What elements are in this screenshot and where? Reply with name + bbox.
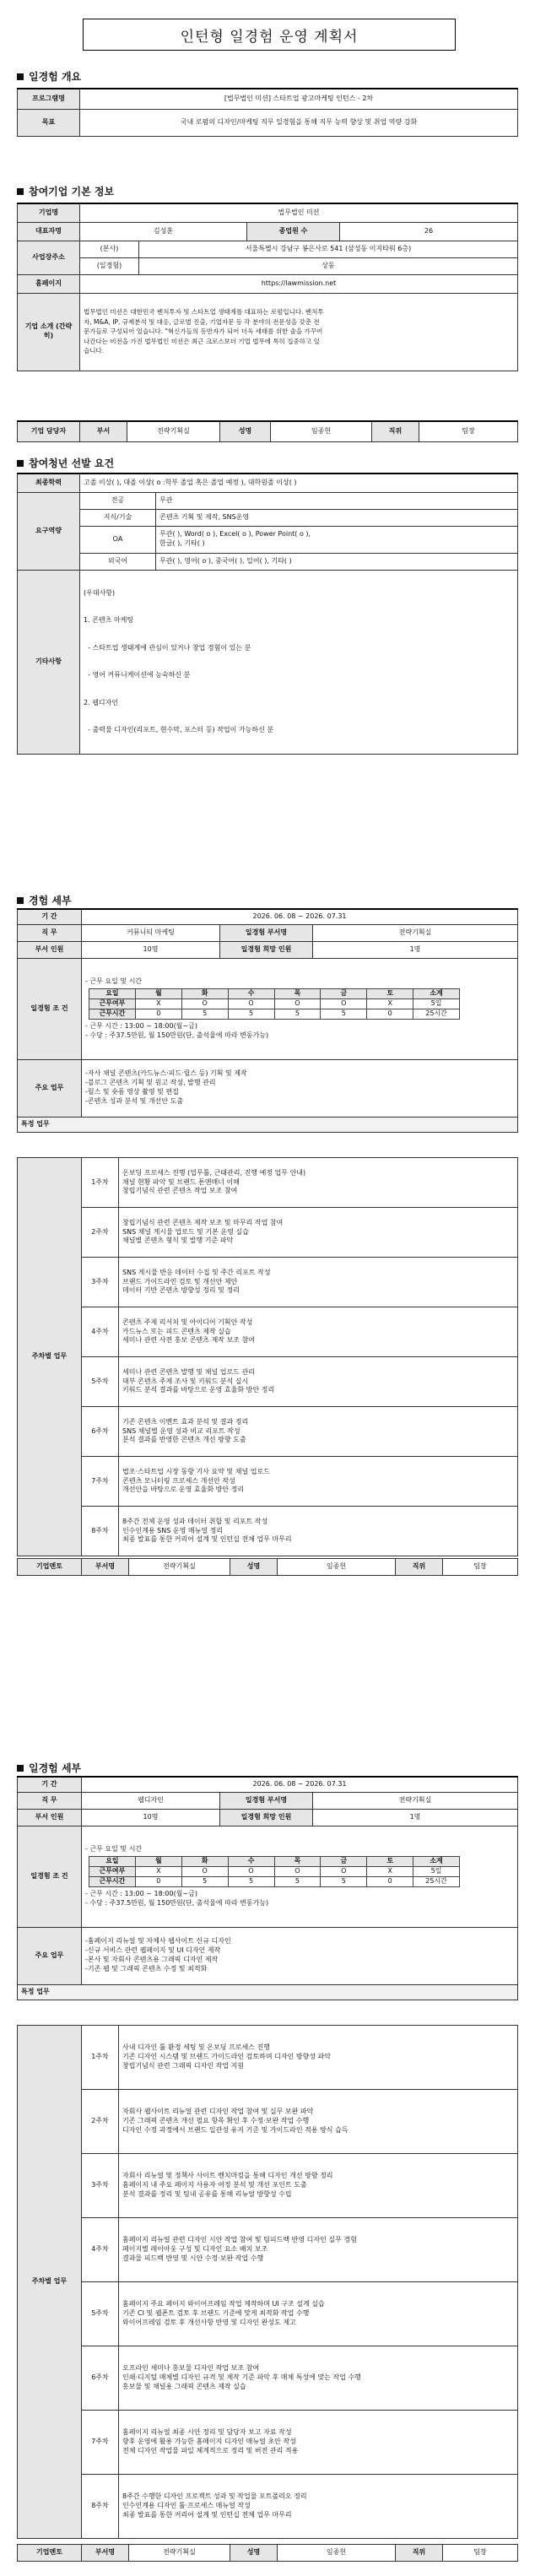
ceo-value: 김성훈 — [80, 222, 247, 241]
week-task-line: SNS 게시물 반응 데이터 수집 및 주간 리포트 작성 — [122, 1268, 271, 1276]
week-row — [18, 1158, 518, 1208]
week-task-line: 인수인계용 SNS 운영 매뉴얼 정리 — [122, 1526, 224, 1534]
goal-label: 목표 — [18, 109, 80, 136]
mentor-position-label: 직위 — [396, 1559, 443, 1576]
week-row — [18, 2218, 518, 2282]
week-task-line: 인쇄·디지털 매체별 디자인 규격 및 제작 기준 파악 후 매체 특성에 맞는 작업 수행 — [122, 2373, 361, 2382]
detail-table-1 — [17, 908, 518, 1133]
week-number: 7주차 — [82, 2411, 119, 2475]
week-row — [18, 1457, 518, 1507]
etc-label: 기타사항 — [18, 570, 80, 755]
week-task-line: 홈페이지 리뉴얼 관련 디자인 시안 작업 참여 및 팀피드백 반영 디자인 실무 경험 — [122, 2236, 357, 2244]
weekly-duty-label: 주차별 업무 — [18, 2026, 82, 2539]
period-label: 기 간 — [18, 1777, 82, 1792]
mentor-table-1 — [17, 1558, 518, 1576]
oa-value: 무관( ), Word( o ), Excel( o ), Power Point( o ), 한글( ), 기타( ) — [156, 526, 518, 553]
week-task-line: 8주간 전체 운영 성과 데이터 취합 및 리포트 작성 — [122, 1517, 268, 1525]
week-task-line: 개선안을 바탕으로 운영 효율화 방안 정리 — [122, 1486, 245, 1494]
etc-value: (우대사항) 1. 콘텐츠 마케팅 - 스타트업 생태계에 관심이 있거나 창업 경험이 있는 분 - 영어 커뮤니케이션에 능숙하신 분 2. 웹디자인 - 출력물 디자인(리포트, 현수막, 포스터 등) 작업이 가능하신 분 — [80, 570, 518, 755]
week-task-line: 채널별 콘텐츠 형식 및 발행 기준 파악 — [122, 1237, 234, 1245]
week-number: 3주차 — [82, 2154, 119, 2218]
ceo-label: 대표자명 — [18, 222, 80, 241]
staff-value: 26 — [340, 222, 518, 241]
week-task-line: 세미나 관련 사전 홍보 콘텐츠 제작 보조 참여 — [122, 1336, 255, 1345]
main-duty-label: 주요 업무 — [18, 1927, 82, 1984]
detail-table-2 — [17, 1776, 518, 2000]
mentor-label: 기업멘토 — [18, 1559, 82, 1576]
week-task-line: 전체 디자인 작업물 파일 체계적으로 정리 및 버전 관리 적용 — [122, 2446, 299, 2454]
intro-label: 기업 소개 (간략히) — [18, 293, 80, 371]
section-bullet-icon — [17, 897, 24, 904]
overview-table — [17, 88, 518, 137]
week-number: 3주차 — [82, 1258, 119, 1307]
week-number: 4주차 — [82, 2218, 119, 2282]
company-table — [17, 203, 518, 371]
mentor-dept-label: 부서명 — [82, 1559, 129, 1576]
week-task-line: 창립기념식 관련 콘텐츠 제작 보조 및 마무리 작업 참여 — [122, 1218, 284, 1226]
condition-cell — [82, 1826, 518, 1927]
manager-dept-label: 부서 — [80, 421, 127, 441]
condition-pay: - 수당 : 주37.5만원, 월 150만원(단, 출석율에 따라 변동가능) — [85, 1898, 269, 1907]
week-tasks — [119, 1407, 518, 1457]
week-number: 1주차 — [82, 2026, 119, 2090]
website-value[interactable]: https://lawmission.net — [80, 274, 518, 293]
week-number: 4주차 — [82, 1307, 119, 1357]
week-task-line: 와이어프레임 검토 후 개선사항 반영 및 디자인 완성도 제고 — [122, 2318, 296, 2326]
hope-count-value: 1명 — [313, 941, 518, 958]
week-task-line: 대부 콘텐츠 주제 조사 및 키워드 분석 실시 — [122, 1377, 249, 1385]
week-task-line: SNS 채널별 운영 성과 비교 리포트 작성 — [122, 1426, 240, 1435]
address-work-value: 상동 — [139, 257, 518, 274]
week-tasks — [119, 2090, 518, 2154]
language-label: 외국어 — [80, 553, 156, 570]
manager-position-value: 팀장 — [419, 421, 518, 441]
program-label: 프로그램명 — [18, 89, 80, 109]
required-skill-label: 요구역량 — [18, 492, 80, 570]
week-task-line: 분석 결과를 정리 및 팀내 공유를 통해 리뉴얼 방향성 수립 — [122, 2189, 292, 2198]
detail-duty-label: 특정 업무 — [18, 1984, 518, 2000]
week-task-line: 분석 결과를 반영한 콘텐츠 개선 방향 도출 — [122, 1436, 246, 1444]
week-tasks — [119, 2282, 518, 2346]
mentor-position-value: 팀장 — [443, 2545, 518, 2562]
period-value: 2026. 06. 08 ~ 2026. 07.31 — [82, 909, 518, 924]
week-tasks — [119, 2411, 518, 2475]
mentor-name-value: 임종헌 — [278, 2545, 396, 2562]
mentor-dept-value: 전략기획실 — [129, 2545, 230, 2562]
week-number: 5주차 — [82, 1357, 119, 1407]
mentor-dept-value: 전략기획실 — [129, 1559, 230, 1576]
week-number: 1주차 — [82, 1158, 119, 1208]
page-3 — [0, 1754, 535, 2576]
job-label: 직 무 — [18, 1792, 82, 1809]
company-name-label: 기업명 — [18, 203, 80, 222]
week-task-line: 채널 현황 파악 및 브랜드 톤앤매너 이해 — [122, 1177, 240, 1186]
condition-cell — [82, 958, 518, 1059]
week-task-line: 향후 운영에 활용 가능한 홈페이지 디자인 매뉴얼 초안 작성 — [122, 2438, 296, 2446]
page-2 — [0, 886, 535, 1646]
week-task-line: 8주간 수행한 디자인 프로젝트 성과 및 작업물 포트폴리오 정리 — [122, 2492, 307, 2501]
skill-value: 콘텐츠 기획 및 제작, SNS운영 — [156, 509, 518, 526]
condition-label: 일경험 조 건 — [18, 1826, 82, 1927]
condition-time: - 근무 시간 : 13:00 ~ 18:00(월~금) — [85, 1889, 197, 1897]
week-number: 6주차 — [82, 1407, 119, 1457]
week-task-line: 인수인계용 디자인 툴·프로세스 매뉴얼 작성 — [122, 2502, 251, 2510]
week-task-line: 데이터 기반 콘텐츠 방향성 정리 및 정리 — [122, 1286, 240, 1295]
goal-value: 국내 로펌의 디자인/마케팅 직무 일경험을 통해 직무 능력 향상 및 취업 역량 강화 — [80, 109, 518, 136]
job-value: 웹디자인 — [82, 1792, 220, 1809]
week-task-line: 법조·스타트업 시장 동향 기사 요약 및 채널 업로드 — [122, 1467, 270, 1475]
week-task-line: 기존 콘텐츠 이벤트 효과 분석 및 결과 정리 — [122, 1417, 249, 1426]
week-tasks — [119, 1307, 518, 1357]
schedule-table: 요일 월 화 수 목 금 토 소계 근무여부 X O O O O X 5일 근무시간 0 5 5 5 5 0 25시간 — [89, 988, 460, 1019]
week-task-line: 홍보물 및 채널용 그래픽 콘텐츠 제작 실습 — [122, 2382, 246, 2390]
week-task-line: 카드뉴스 또는 피드 콘텐츠 제작 실습 — [122, 1327, 231, 1335]
job-value: 커뮤니티 마케팅 — [82, 924, 220, 941]
section-title-detail-1: 경험 세부 — [17, 893, 72, 907]
condition-label: 일경험 조 건 — [18, 958, 82, 1059]
week-task-line: 키워드 분석 결과를 바탕으로 운영 효율화 방안 정리 — [122, 1386, 275, 1394]
education-value: 고졸 이상( ), 대졸 이상( o :학부 졸업 혹은 졸업 예정 ), 대학원졸 이상( ) — [80, 474, 518, 492]
company-manager-table — [17, 420, 518, 442]
week-task-line: 콘텐츠 모니터링 프로세스 개선안 작성 — [122, 1476, 235, 1485]
week-tasks — [119, 2218, 518, 2282]
week-task-line: 콘텐츠 주제 리서치 및 아이디어 기획안 작성 — [122, 1318, 253, 1326]
week-tasks — [119, 2475, 518, 2539]
mentor-name-value: 임종헌 — [278, 1559, 396, 1576]
main-title: 인턴형 일경험 운영 계획서 — [83, 19, 456, 51]
weekly-table-1 — [17, 1157, 518, 1556]
week-number: 6주차 — [82, 2346, 119, 2411]
dept-label: 일경험 부서명 — [220, 924, 313, 941]
mentor-position-value: 팀장 — [443, 1559, 518, 1576]
dept-value: 전략기획실 — [313, 1792, 518, 1809]
manager-label: 기업 담당자 — [18, 421, 80, 441]
week-task-line: 기존 CI 및 웹폰트 검토 후 브랜드 기준에 맞게 최적화 작업 수행 — [122, 2309, 310, 2318]
mentor-name-label: 성명 — [230, 1559, 278, 1576]
week-task-line: 창립기념식 관련 콘텐츠 작업 보조 참여 — [122, 1187, 238, 1195]
requirements-table — [17, 473, 518, 755]
week-row — [18, 1307, 518, 1357]
weekly-duty-label: 주차별 업무 — [18, 1158, 82, 1556]
section-title-overview: 일경험 개요 — [17, 69, 81, 84]
week-tasks — [119, 1357, 518, 1407]
staff-label: 종업원 수 — [247, 222, 340, 241]
week-row — [18, 2475, 518, 2539]
week-row — [18, 1208, 518, 1258]
company-name-value: 법무법인 미션 — [80, 203, 518, 222]
detail-duty-label: 특정 업무 — [18, 1117, 518, 1132]
week-tasks — [119, 1208, 518, 1258]
section-bullet-icon — [17, 1765, 24, 1772]
week-tasks — [119, 2026, 518, 2090]
address-label: 사업장주소 — [18, 241, 80, 274]
section-bullet-icon — [17, 188, 24, 195]
education-label: 최종학력 — [18, 474, 80, 492]
mentor-label: 기업멘토 — [18, 2545, 82, 2562]
condition-intro: - 근무 요일 및 시간 — [85, 977, 143, 985]
manager-name-label: 성명 — [220, 421, 271, 441]
week-task-line: 페이지별 레이아웃 구성 및 디자인 요소 배치 보조 — [122, 2245, 268, 2254]
week-task-line: 세미나 관련 콘텐츠 발행 및 채널 업로드 관리 — [122, 1367, 255, 1376]
week-tasks — [119, 2346, 518, 2411]
address-hq-value: 서울특별시 강남구 봉은사로 541 (삼성동 이지타워 6층) — [139, 241, 518, 257]
period-label: 기 간 — [18, 909, 82, 924]
week-number: 2주차 — [82, 2090, 119, 2154]
page-1 — [0, 0, 535, 734]
week-task-line: 오프라인 세미나 홍보물 디자인 작업 보조 참여 — [122, 2364, 260, 2373]
main-duty-value: -홈페이지 리뉴얼 및 자체사 웹사이트 신규 디자인 -신규 서비스 관련 웹페이지 및 UI 디자인 제작 -본사 및 자회사 콘텐츠용 그래픽 디자인 제작 -기존 웹 및 그래픽 콘텐츠 수정 및 최적화 — [82, 1927, 518, 1984]
week-number: 8주차 — [82, 2475, 119, 2539]
hope-count-label: 일경험 희망 인원 — [220, 941, 313, 958]
schedule-table: 요일 월 화 수 목 금 토 소계 근무여부 X O O O O X 5일 근무시간 0 5 5 5 5 0 25시간 — [89, 1856, 460, 1886]
dept-value: 전략기획실 — [313, 924, 518, 941]
week-tasks — [119, 1507, 518, 1556]
week-row — [18, 1357, 518, 1407]
intro-text: 법무법인 미션은 대한민국 벤처투자 및 스타트업 생태계를 대표하는 로펌입니다. 벤처투 자, M&A, IP, 규제분석 및 대응, 글로벌 진출, 기업자문 등 각 분야의 전문성을 갖춘 전 문가들로 구성되어 있습니다. "혁신가들의 동반자가 되어 더욱 세태를 위한 술을 가꾸어 나간다는 비전을 가진 법무법인 미션은 최근 크로스보더 기업 법무에 특히 집중하고 있 습니다. — [80, 293, 518, 371]
manager-name-value: 임종헌 — [271, 421, 372, 441]
week-task-line: 사내 디자인 툴 환경 세팅 및 온보딩 프로세스 진행 — [122, 2043, 270, 2052]
condition-time: - 근무 시간 : 13:00 ~ 18:00(월~금) — [85, 1021, 197, 1030]
week-row — [18, 2154, 518, 2218]
staff-count-label: 부서 인원 — [18, 941, 82, 958]
week-row — [18, 2346, 518, 2411]
address-work-label: (일경험) — [80, 257, 139, 274]
major-label: 전공 — [80, 492, 156, 509]
oa-label: OA — [80, 526, 156, 553]
mentor-dept-label: 부서명 — [82, 2545, 129, 2562]
major-value: 무관 — [156, 492, 518, 509]
week-number: 8주차 — [82, 1507, 119, 1556]
week-task-line: 결과물 피드백 반영 및 시안 수정·보완 작업 수행 — [122, 2254, 264, 2262]
week-row — [18, 2282, 518, 2346]
section-bullet-icon — [17, 460, 24, 467]
main-duty-value: -자사 채널 콘텐츠(카드뉴스·피드·릴스 등) 기획 및 제작 -블로그 콘텐츠 기획 및 원고 작성, 발행 관리 -릴스 및 숏폼 영상 촬영 및 편집 -콘텐츠 성과 분석 및 개선안 도출 — [82, 1059, 518, 1117]
week-number: 7주차 — [82, 1457, 119, 1507]
staff-count-value: 10명 — [82, 1809, 220, 1826]
week-task-line: 디자인 수정 과정에서 브랜드 일관성 유지 기준 및 가이드라인 적용 방식 습득 — [122, 2125, 349, 2134]
week-row — [18, 1507, 518, 1556]
week-row — [18, 1258, 518, 1307]
week-task-line: 홈페이지 리뉴얼 최종 시안 정리 및 담당자 보고 자료 작성 — [122, 2428, 292, 2437]
week-task-line: 자회사 웹사이트 리뉴얼 관련 디자인 작업 참여 및 실무 보완 파악 — [122, 2108, 314, 2116]
week-number: 2주차 — [82, 1208, 119, 1258]
week-task-line: 최종 발표를 통한 커리어 설계 및 인턴십 전체 업무 마무리 — [122, 2510, 292, 2519]
condition-pay: - 수당 : 주37.5만원, 월 150만원(단, 출석율에 따라 변동가능) — [85, 1031, 269, 1039]
period-value: 2026. 06. 08 ~ 2026. 07.31 — [82, 1777, 518, 1792]
mentor-name-label: 성명 — [230, 2545, 278, 2562]
week-row — [18, 1407, 518, 1457]
dept-label: 일경험 부서명 — [220, 1792, 313, 1809]
week-tasks — [119, 2154, 518, 2218]
week-tasks — [119, 1158, 518, 1208]
skill-label: 지식/기술 — [80, 509, 156, 526]
week-task-line: 창립기념식 관련 그래픽 디자인 작업 지원 — [122, 2061, 245, 2070]
week-task-line: 홈페이지 내 주요 페이지 사용자 여정 분석 및 개선 포인트 도출 — [122, 2181, 307, 2189]
website-label: 홈페이지 — [18, 274, 80, 293]
week-task-line: 자회사 리뉴얼 및 정책사 사이트 벤치마킹을 통해 디자인 개선 방향 정리 — [122, 2172, 333, 2180]
mentor-position-label: 직위 — [396, 2545, 443, 2562]
week-tasks — [119, 1457, 518, 1507]
main-duty-label: 주요 업무 — [18, 1059, 82, 1117]
week-row — [18, 2026, 518, 2090]
hope-count-value: 1명 — [313, 1809, 518, 1826]
week-row — [18, 2090, 518, 2154]
week-task-line: 브랜드 가이드라인 검토 및 개선안 제안 — [122, 1277, 238, 1285]
week-number: 5주차 — [82, 2282, 119, 2346]
language-value: 무관( ), 영어( o ), 중국어( ), 일어( ), 기타( ) — [156, 553, 518, 570]
address-hq-label: (본사) — [80, 241, 139, 257]
week-task-line: SNS 채널 게시물 업로드 및 기본 운영 실습 — [122, 1227, 249, 1236]
mentor-table-2 — [17, 2544, 518, 2562]
weekly-table-2 — [17, 2025, 518, 2539]
week-task-line: 기존 그래픽 콘텐츠 개선 필요 항목 확인 후 수정·보완 작업 수행 — [122, 2117, 310, 2125]
week-row — [18, 2411, 518, 2475]
job-label: 직 무 — [18, 924, 82, 941]
staff-count-label: 부서 인원 — [18, 1809, 82, 1826]
week-tasks — [119, 1258, 518, 1307]
week-task-line: 최종 발표를 통한 커리어 설계 및 인턴십 전체 업무 마무리 — [122, 1535, 292, 1544]
section-title-detail-2: 일경험 세부 — [17, 1761, 81, 1775]
week-task-line: 홈페이지 주요 페이지 와이어프레임 작업 제작하며 UI 구조 설계 실습 — [122, 2300, 325, 2308]
section-title-company: 참여기업 기본 정보 — [17, 184, 114, 198]
manager-dept-value: 전략기획실 — [127, 421, 220, 441]
staff-count-value: 10명 — [82, 941, 220, 958]
manager-position-label: 직위 — [372, 421, 419, 441]
section-title-requirements: 참여청년 선발 요건 — [17, 456, 114, 470]
week-task-line: 온보딩 프로세스 진행 (업무툴, 근태관리, 진행 예정 업무 안내) — [122, 1168, 306, 1177]
week-task-line: 기존 디자인 시스템 및 브랜드 가이드라인 검토하며 디자인 방향성 파악 — [122, 2053, 331, 2061]
program-value: [법무법인 미션] 스타트업 광고마케팅 인턴스 - 2차 — [80, 89, 518, 109]
section-bullet-icon — [17, 73, 24, 80]
hope-count-label: 일경험 희망 인원 — [220, 1809, 313, 1826]
condition-intro: - 근무 요일 및 시간 — [85, 1844, 143, 1853]
